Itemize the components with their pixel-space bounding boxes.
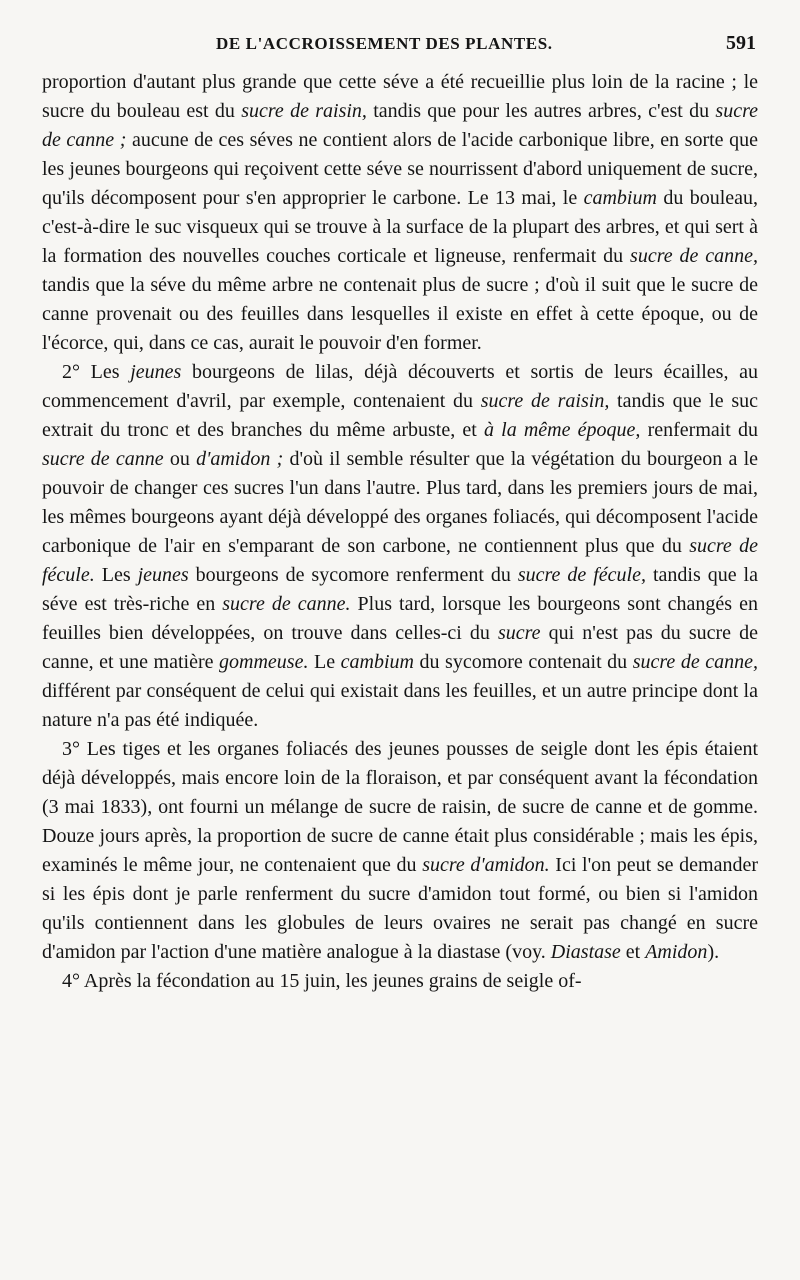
text-run: renfermait du (640, 419, 759, 441)
paragraph-4 (42, 967, 758, 996)
italic-term: gommeuse. (219, 651, 309, 673)
text-run: Plus tard, lorsque les bourgeons sont changés en feuilles bien développées, on trouve dans celles-ci du (42, 593, 758, 644)
page-header (40, 34, 756, 62)
text-run: et (620, 941, 646, 963)
italic-term: sucre de canne. (222, 593, 351, 615)
paragraph-1 (42, 68, 758, 358)
text-run: ou (163, 448, 197, 470)
text-run: aucune de ces séves ne contient alors de l'acide carbonique libre, en sorte que les jeunes bourgeons qui reçoivent cette séve se nourrissent d'abord uniquement de sucre, qu'ils décomposent pour s'en approprier le carbone. Le 13 mai, le (42, 129, 758, 209)
text-run: tandis que pour les autres arbres, c'est du (366, 100, 716, 122)
italic-term: sucre de canne ; (42, 100, 758, 151)
italic-term: Amidon (645, 941, 708, 963)
text-run: tandis que la séve est très-riche en (42, 564, 758, 615)
italic-term: sucre (497, 622, 541, 644)
paragraph-2 (42, 358, 758, 735)
text-run: Le (308, 651, 341, 673)
italic-term: jeunes (137, 564, 189, 586)
text-run: Ici l'on peut se demander si les épis dont je parle renferment du sucre d'amidon tout formé, ou bien si l'amidon qu'ils contiennent dans les globules de leurs ovaires ne serait pas changé en sucre d'amidon par l'action d'une matière analogue à la diastase (voy. (42, 854, 758, 963)
italic-term: sucre de raisin, (241, 100, 367, 122)
italic-term: sucre de canne, (630, 245, 758, 267)
text-run: du sycomore contenait du (413, 651, 633, 673)
text-run: 3° Les tiges et les organes foliacés des jeunes pousses de seigle dont les épis étaient déjà développés, mais encore loin de la floraison, et par conséquent avant la fécondation (3 mai 1833), ont fourni un mélange de sucre de raisin, de sucre de canne et de gomme. Douze jours après, la proportion de sucre de canne était plus considérable ; mais les épis, examinés le même jour, ne contenaient que du (42, 738, 758, 876)
page-number: 591 (726, 32, 756, 54)
text-run: bourgeons de lilas, déjà découverts et sortis de leurs écailles, au commencement d'avril, par exemple, contenaient du (42, 361, 759, 412)
italic-term: sucre de fécule, (517, 564, 646, 586)
text-run: 2° Les (62, 361, 131, 383)
italic-term: sucre d'amidon. (422, 854, 550, 876)
text-run: 4° Après la fécondation au 15 juin, les jeunes grains de seigle of- (62, 970, 582, 992)
italic-term: sucre de raisin, (480, 390, 610, 412)
italic-term: sucre de canne (42, 448, 164, 470)
text-run: proportion d'autant plus grande que cette séve a été recueillie plus loin de la racine ; le sucre du bouleau est du (42, 71, 758, 122)
italic-term: sucre de canne, (632, 651, 758, 673)
text-run: d'où il semble résulter que la végétation du bourgeon a le pouvoir de changer ces sucres l'un dans l'autre. Plus tard, dans les premiers jours de mai, les mêmes bourgeons ayant déjà développé des organes foliacés, qui décomposent l'acide carbonique de l'air en s'emparant de son carbone, ne contiennent plus que du (42, 448, 759, 557)
page-body (42, 68, 758, 996)
text-run: ). (707, 941, 720, 963)
text-run: Les (94, 564, 138, 586)
running-title: DE L'ACCROISSEMENT DES PLANTES. (216, 34, 553, 53)
italic-term: cambium (340, 651, 414, 673)
text-run: tandis que le suc extrait du tronc et des branches du même arbuste, et (42, 390, 758, 441)
italic-term: sucre de fécule. (42, 535, 758, 586)
italic-term: Diastase (550, 941, 621, 963)
italic-term: à la même époque, (483, 419, 641, 441)
italic-term: cambium (583, 187, 657, 209)
italic-term: d'amidon ; (196, 448, 284, 470)
text-run: du bouleau, c'est-à-dire le suc visqueux qui se trouve à la surface de la plupart des arbres, et qui sert à la formation des nouvelles couches corticale et ligneuse, renfermait du (42, 187, 758, 267)
text-run: bourgeons de sycomore renferment du (188, 564, 518, 586)
paragraph-3 (42, 735, 758, 967)
text-run: tandis que la séve du même arbre ne contenait plus de sucre ; d'où il suit que le sucre de canne provenait ou des feuilles dans lesquelles il existe en effet à cette époque, ou de l'écorce, qui, dans ce cas, aurait le pouvoir d'en former. (42, 274, 758, 354)
italic-term: jeunes (130, 361, 182, 383)
text-run: qui n'est pas du sucre de canne, et une matière (42, 622, 758, 673)
text-run: différent par conséquent de celui qui existait dans les feuilles, et un autre principe dont la nature n'a pas été indiquée. (42, 680, 758, 731)
